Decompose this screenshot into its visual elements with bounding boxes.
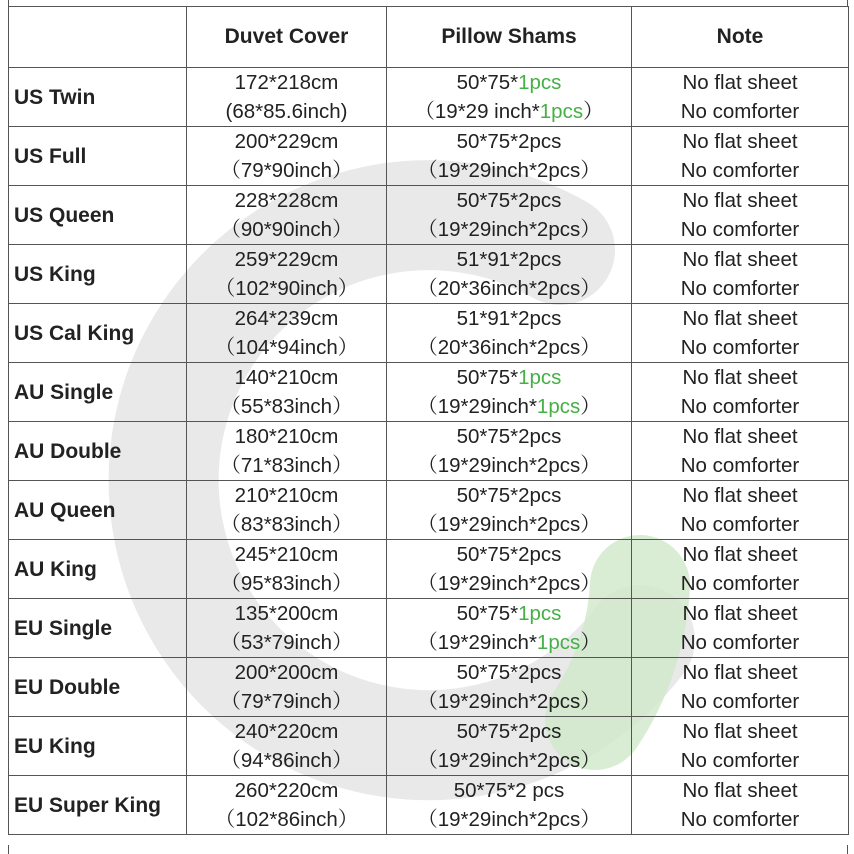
size-label	[9, 186, 187, 245]
sham-inch-close: ）	[580, 159, 601, 182]
sham-inch	[387, 274, 631, 303]
duvet-inch: （102*86inch）	[214, 808, 359, 831]
duvet-inch: （104*94inch）	[214, 336, 359, 359]
duvet-inch: （83*83inch）	[220, 513, 353, 536]
table-row	[9, 186, 849, 245]
sham-inch	[387, 451, 631, 480]
sham-cm-size: 50*75*	[456, 189, 519, 212]
table-row	[9, 422, 849, 481]
note-flat-sheet: No flat sheet	[682, 484, 798, 507]
sham-inch-close: ）	[580, 277, 601, 300]
size-name: AU King	[14, 557, 97, 581]
table-row	[9, 363, 849, 422]
duvet-inch: （71*83inch）	[220, 454, 353, 477]
size-name: US Twin	[14, 85, 96, 109]
size-name: US King	[14, 262, 96, 286]
sham-inch-close: ）	[580, 513, 601, 536]
size-chart-table	[8, 6, 849, 835]
sham-inch-close: ）	[580, 631, 601, 654]
sham-inch-qty: 1pcs	[536, 395, 581, 418]
size-label	[9, 658, 187, 717]
sham-inch-size: （19*29inch*	[417, 513, 537, 536]
duvet-cover-cell	[187, 186, 387, 245]
sham-cm	[387, 776, 631, 805]
note-comforter: No comforter	[680, 808, 800, 831]
header-row	[9, 7, 849, 68]
size-name: US Cal King	[14, 321, 135, 345]
sham-inch-close: ）	[583, 100, 604, 123]
note-cell	[632, 540, 849, 599]
duvet-inch: （90*90inch）	[220, 218, 353, 241]
sham-inch-close: ）	[580, 749, 601, 772]
duvet-cover-cell	[187, 422, 387, 481]
sham-inch-size: （19*29inch*	[417, 454, 537, 477]
sham-cm	[387, 245, 631, 274]
sham-inch-size: （19*29inch*	[417, 395, 537, 418]
sham-inch-size: （19*29inch*	[417, 631, 537, 654]
sham-inch	[387, 569, 631, 598]
sham-inch-close: ）	[580, 336, 601, 359]
note-flat-sheet: No flat sheet	[682, 779, 798, 802]
sham-cm-qty: 2pcs	[518, 484, 562, 507]
size-name: EU King	[14, 734, 96, 758]
sham-cm-size: 50*75*	[456, 661, 519, 684]
table-row	[9, 599, 849, 658]
pillow-shams-cell	[387, 599, 632, 658]
duvet-inch: （53*79inch）	[220, 631, 353, 654]
duvet-inch: （79*79inch）	[220, 690, 353, 713]
header-duvet-cover: Duvet Cover	[187, 7, 387, 68]
note-comforter: No comforter	[680, 395, 800, 418]
pillow-shams-cell	[387, 186, 632, 245]
sham-cm-qty: 2pcs	[518, 248, 562, 271]
note-cell	[632, 127, 849, 186]
duvet-inch: （55*83inch）	[220, 395, 353, 418]
size-name: AU Double	[14, 439, 122, 463]
sham-cm	[387, 127, 631, 156]
sham-inch-close: ）	[580, 454, 601, 477]
table-bottom-edge	[8, 845, 848, 854]
duvet-inch: （95*83inch）	[220, 572, 353, 595]
duvet-inch: （94*86inch）	[220, 749, 353, 772]
note-flat-sheet: No flat sheet	[682, 130, 798, 153]
duvet-cm: 140*210cm	[234, 366, 339, 389]
note-comforter: No comforter	[680, 218, 800, 241]
note-cell	[632, 599, 849, 658]
duvet-cm: 245*210cm	[234, 543, 339, 566]
sham-inch-close: ）	[580, 808, 601, 831]
sham-inch-qty: 2pcs	[536, 454, 581, 477]
sham-cm-size: 51*91*	[456, 307, 519, 330]
size-label	[9, 422, 187, 481]
size-name: US Full	[14, 144, 87, 168]
sham-inch	[387, 805, 631, 834]
sham-cm-size: 50*75*	[453, 779, 516, 802]
size-label	[9, 540, 187, 599]
sham-cm	[387, 186, 631, 215]
note-cell	[632, 363, 849, 422]
duvet-cm: 228*228cm	[234, 189, 339, 212]
note-cell	[632, 481, 849, 540]
size-label	[9, 245, 187, 304]
sham-inch-qty: 1pcs	[539, 100, 584, 123]
pillow-shams-cell	[387, 363, 632, 422]
note-cell	[632, 304, 849, 363]
note-cell	[632, 717, 849, 776]
duvet-cm: 264*239cm	[234, 307, 339, 330]
sham-cm	[387, 540, 631, 569]
note-comforter: No comforter	[680, 690, 800, 713]
sham-inch-qty: 1pcs	[536, 631, 581, 654]
note-comforter: No comforter	[680, 454, 800, 477]
sham-cm-size: 50*75*	[456, 366, 519, 389]
header-pillow-shams: Pillow Shams	[387, 7, 632, 68]
size-label	[9, 717, 187, 776]
sham-cm-qty: 2pcs	[518, 425, 562, 448]
sham-inch-qty: 2pcs	[536, 159, 581, 182]
note-flat-sheet: No flat sheet	[682, 543, 798, 566]
duvet-cover-cell	[187, 599, 387, 658]
note-flat-sheet: No flat sheet	[682, 248, 798, 271]
note-comforter: No comforter	[680, 100, 800, 123]
duvet-cm: 200*200cm	[234, 661, 339, 684]
duvet-cm: 210*210cm	[234, 484, 339, 507]
sham-cm-size: 50*75*	[456, 720, 519, 743]
sham-inch-size: （19*29inch*	[417, 572, 537, 595]
duvet-cover-cell	[187, 717, 387, 776]
sham-inch	[387, 392, 631, 421]
note-comforter: No comforter	[680, 277, 800, 300]
table-row	[9, 481, 849, 540]
sham-cm	[387, 717, 631, 746]
duvet-cover-cell	[187, 363, 387, 422]
note-flat-sheet: No flat sheet	[682, 661, 798, 684]
sham-inch-qty: 2pcs	[536, 749, 581, 772]
note-cell	[632, 186, 849, 245]
sham-inch-size: （19*29inch*	[417, 808, 537, 831]
duvet-cover-cell	[187, 304, 387, 363]
note-flat-sheet: No flat sheet	[682, 425, 798, 448]
size-label	[9, 68, 187, 127]
sham-cm-size: 51*91*	[456, 248, 519, 271]
sham-inch	[387, 97, 631, 126]
note-comforter: No comforter	[680, 336, 800, 359]
duvet-cover-cell	[187, 481, 387, 540]
sham-cm	[387, 658, 631, 687]
sham-inch-qty: 2pcs	[536, 218, 581, 241]
sham-inch-size: （19*29inch*	[417, 749, 537, 772]
sham-cm-size: 50*75*	[456, 543, 519, 566]
size-name: AU Single	[14, 380, 114, 404]
sham-inch	[387, 333, 631, 362]
table-row	[9, 68, 849, 127]
sham-inch-qty: 2pcs	[536, 336, 581, 359]
duvet-cm: 259*229cm	[234, 248, 339, 271]
note-comforter: No comforter	[680, 513, 800, 536]
duvet-cover-cell	[187, 540, 387, 599]
pillow-shams-cell	[387, 68, 632, 127]
sham-cm-qty: 2pcs	[518, 189, 562, 212]
duvet-cm: 260*220cm	[234, 779, 339, 802]
size-label	[9, 363, 187, 422]
note-cell	[632, 422, 849, 481]
table-row	[9, 127, 849, 186]
sham-inch-size: （19*29 inch*	[414, 100, 540, 123]
sham-inch-size: （19*29inch*	[417, 159, 537, 182]
header-size	[9, 7, 187, 68]
sham-inch-size: （20*36inch*	[417, 277, 537, 300]
pillow-shams-cell	[387, 422, 632, 481]
note-comforter: No comforter	[680, 572, 800, 595]
pillow-shams-cell	[387, 304, 632, 363]
note-flat-sheet: No flat sheet	[682, 602, 798, 625]
sham-cm	[387, 599, 631, 628]
pillow-shams-cell	[387, 717, 632, 776]
table-row	[9, 540, 849, 599]
duvet-cover-cell	[187, 68, 387, 127]
table-row	[9, 245, 849, 304]
sham-inch	[387, 156, 631, 185]
size-name: EU Double	[14, 675, 121, 699]
note-cell	[632, 245, 849, 304]
sham-inch-qty: 2pcs	[536, 513, 581, 536]
table-row	[9, 304, 849, 363]
sham-cm-size: 50*75*	[456, 130, 519, 153]
note-comforter: No comforter	[680, 749, 800, 772]
sham-cm-qty: 2 pcs	[515, 779, 565, 802]
sham-cm-qty: 2pcs	[518, 661, 562, 684]
size-label	[9, 481, 187, 540]
sham-cm-size: 50*75*	[456, 602, 519, 625]
sham-inch-qty: 2pcs	[536, 277, 581, 300]
sham-cm-qty: 2pcs	[518, 130, 562, 153]
table-row	[9, 717, 849, 776]
header-note: Note	[632, 7, 849, 68]
duvet-cm: 180*210cm	[234, 425, 339, 448]
sham-inch	[387, 746, 631, 775]
size-label	[9, 304, 187, 363]
sham-cm-qty: 1pcs	[518, 602, 562, 625]
sham-inch-close: ）	[580, 690, 601, 713]
size-label	[9, 127, 187, 186]
size-name: EU Super King	[14, 793, 162, 817]
duvet-cm: 200*229cm	[234, 130, 339, 153]
sham-cm-size: 50*75*	[456, 425, 519, 448]
size-label	[9, 776, 187, 835]
sham-inch-qty: 2pcs	[536, 690, 581, 713]
sham-inch	[387, 510, 631, 539]
sham-cm-size: 50*75*	[456, 484, 519, 507]
note-flat-sheet: No flat sheet	[682, 720, 798, 743]
duvet-cover-cell	[187, 658, 387, 717]
sham-cm	[387, 481, 631, 510]
sham-cm-qty: 1pcs	[518, 366, 562, 389]
note-flat-sheet: No flat sheet	[682, 307, 798, 330]
sham-cm	[387, 304, 631, 333]
note-flat-sheet: No flat sheet	[682, 366, 798, 389]
duvet-inch: (68*85.6inch)	[225, 100, 348, 123]
sham-inch-size: （19*29inch*	[417, 690, 537, 713]
note-cell	[632, 68, 849, 127]
sham-inch	[387, 215, 631, 244]
size-label	[9, 599, 187, 658]
sham-inch-close: ）	[580, 572, 601, 595]
duvet-cm: 240*220cm	[234, 720, 339, 743]
duvet-inch: （79*90inch）	[220, 159, 353, 182]
sham-cm-qty: 1pcs	[518, 71, 562, 94]
pillow-shams-cell	[387, 481, 632, 540]
size-name: US Queen	[14, 203, 115, 227]
size-name: AU Queen	[14, 498, 116, 522]
duvet-cover-cell	[187, 245, 387, 304]
sham-inch-size: （19*29inch*	[417, 218, 537, 241]
note-flat-sheet: No flat sheet	[682, 71, 798, 94]
pillow-shams-cell	[387, 245, 632, 304]
note-comforter: No comforter	[680, 159, 800, 182]
sham-cm-qty: 2pcs	[518, 543, 562, 566]
sham-cm	[387, 422, 631, 451]
pillow-shams-cell	[387, 127, 632, 186]
sham-cm-size: 50*75*	[456, 71, 519, 94]
sham-cm	[387, 363, 631, 392]
table-row	[9, 658, 849, 717]
sham-cm-qty: 2pcs	[518, 720, 562, 743]
sham-inch-qty: 2pcs	[536, 572, 581, 595]
sham-inch-qty: 2pcs	[536, 808, 581, 831]
note-comforter: No comforter	[680, 631, 800, 654]
sham-cm	[387, 68, 631, 97]
sham-inch	[387, 687, 631, 716]
sham-cm-qty: 2pcs	[518, 307, 562, 330]
note-cell	[632, 776, 849, 835]
pillow-shams-cell	[387, 776, 632, 835]
note-cell	[632, 658, 849, 717]
sham-inch-close: ）	[580, 395, 601, 418]
table-row	[9, 776, 849, 835]
sham-inch-size: （20*36inch*	[417, 336, 537, 359]
duvet-cover-cell	[187, 127, 387, 186]
size-name: EU Single	[14, 616, 113, 640]
sham-inch-close: ）	[580, 218, 601, 241]
duvet-inch: （102*90inch）	[214, 277, 359, 300]
sham-inch	[387, 628, 631, 657]
duvet-cover-cell	[187, 776, 387, 835]
pillow-shams-cell	[387, 658, 632, 717]
pillow-shams-cell	[387, 540, 632, 599]
duvet-cm: 135*200cm	[234, 602, 339, 625]
note-flat-sheet: No flat sheet	[682, 189, 798, 212]
duvet-cm: 172*218cm	[234, 71, 339, 94]
